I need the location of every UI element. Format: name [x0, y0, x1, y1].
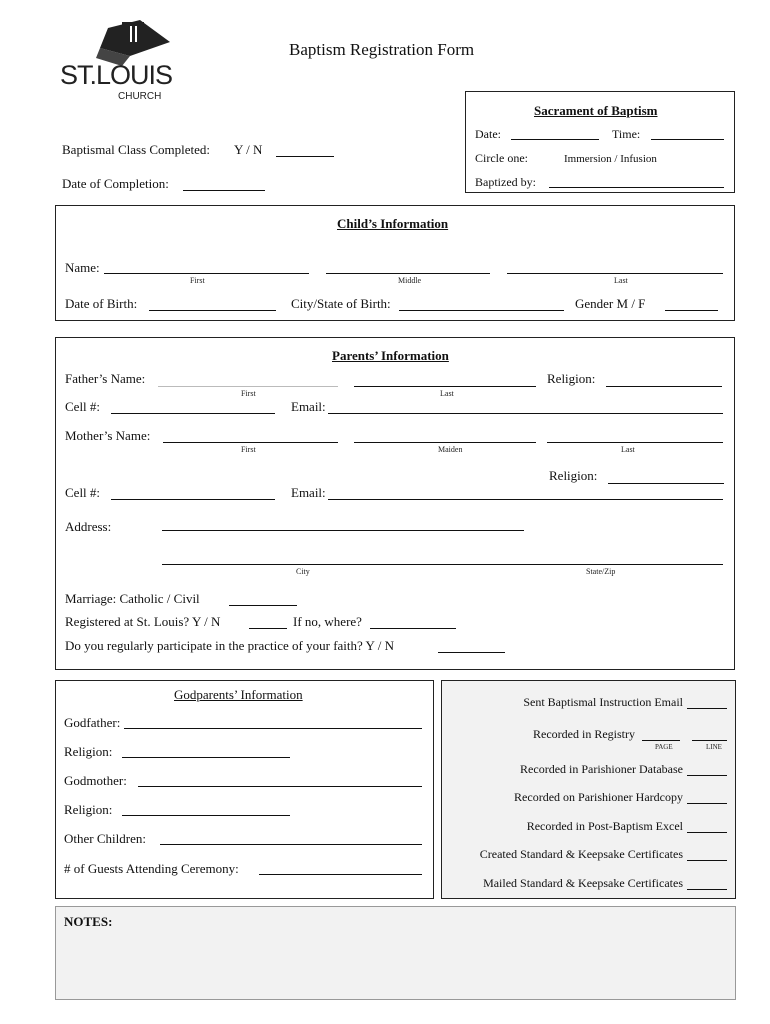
- mother-last-caption: Last: [621, 445, 635, 454]
- if-no-where-label: If no, where?: [293, 614, 362, 629]
- child-name-label: Name:: [65, 260, 100, 275]
- child-middle-caption: Middle: [398, 276, 422, 285]
- address-statezip-caption: State/Zip: [586, 567, 616, 576]
- sacrament-time-field[interactable]: [651, 139, 724, 140]
- logo-name: ST.LOUIS: [60, 60, 173, 90]
- godmother-religion-field[interactable]: [122, 815, 290, 816]
- mother-religion-label: Religion:: [549, 468, 598, 483]
- child-gender-field[interactable]: [665, 310, 718, 311]
- checklist-item-parishioner-hardcopy: Recorded on Parishioner Hardcopy: [514, 790, 683, 804]
- child-middle-name-field[interactable]: [326, 273, 490, 274]
- registered-field[interactable]: [249, 628, 287, 629]
- parents-info-box: [55, 337, 735, 670]
- godfather-label: Godfather:: [64, 715, 121, 730]
- address-street-field[interactable]: [162, 530, 524, 531]
- checklist-item-mailed-certificates: Mailed Standard & Keepsake Certificates: [483, 876, 683, 890]
- participate-label[interactable]: Do you regularly participate in the practice of your faith? Y / N: [65, 638, 394, 653]
- godfather-religion-field[interactable]: [122, 757, 290, 758]
- address-label: Address:: [65, 519, 112, 534]
- completion-date-field[interactable]: [183, 190, 265, 191]
- mother-first-caption: First: [241, 445, 256, 454]
- mother-religion-field[interactable]: [608, 483, 724, 484]
- mailed-certificates-field[interactable]: [687, 889, 727, 890]
- if-no-where-field[interactable]: [370, 628, 456, 629]
- circle-one-label: Circle one:: [475, 151, 528, 165]
- child-birthplace-field[interactable]: [399, 310, 564, 311]
- parents-info-heading: Parents’ Information: [332, 348, 449, 363]
- immersion-infusion-options[interactable]: Immersion / Infusion: [564, 153, 657, 165]
- godfather-field[interactable]: [124, 728, 422, 729]
- child-info-box: [55, 205, 735, 321]
- mother-name-label: Mother’s Name:: [65, 428, 151, 443]
- godmother-religion-label: Religion:: [64, 802, 113, 817]
- sacrament-time-label: Time:: [612, 127, 641, 141]
- father-last-name-field[interactable]: [354, 386, 536, 387]
- registered-label[interactable]: Registered at St. Louis? Y / N: [65, 614, 221, 629]
- address-city-caption: City: [296, 567, 310, 576]
- father-first-caption: First: [241, 389, 256, 398]
- checklist-item-registry: Recorded in Registry: [533, 727, 635, 741]
- created-certificates-field[interactable]: [687, 860, 727, 861]
- sacrament-date-field[interactable]: [511, 139, 599, 140]
- child-gender-label[interactable]: Gender M / F: [575, 296, 646, 311]
- child-dob-label: Date of Birth:: [65, 296, 138, 311]
- mother-first-name-field[interactable]: [163, 442, 338, 443]
- father-religion-field[interactable]: [606, 386, 722, 387]
- checklist-item-instruction-email: Sent Baptismal Instruction Email: [523, 695, 683, 709]
- father-email-field[interactable]: [328, 413, 723, 414]
- guests-label: # of Guests Attending Ceremony:: [64, 861, 239, 876]
- child-last-caption: Last: [614, 276, 628, 285]
- address-city-field[interactable]: [162, 564, 723, 565]
- registry-page-field[interactable]: [642, 740, 680, 741]
- registry-line-field[interactable]: [692, 740, 727, 741]
- class-completed-label: Baptismal Class Completed:: [62, 142, 211, 157]
- class-completed-choice[interactable]: Y / N: [234, 142, 263, 157]
- office-checklist-box: [441, 680, 736, 899]
- sacrament-box: [465, 91, 735, 193]
- other-children-field[interactable]: [160, 844, 422, 845]
- mother-maiden-name-field[interactable]: [354, 442, 536, 443]
- child-first-caption: First: [190, 276, 205, 285]
- child-last-name-field[interactable]: [507, 273, 723, 274]
- notes-label: NOTES:: [64, 914, 113, 929]
- registry-page-caption: PAGE: [655, 743, 673, 751]
- participate-field[interactable]: [438, 652, 505, 653]
- child-first-name-field[interactable]: [104, 273, 309, 274]
- post-baptism-excel-field[interactable]: [687, 832, 727, 833]
- father-cell-label: Cell #:: [65, 399, 101, 414]
- instruction-email-field[interactable]: [687, 708, 727, 709]
- mother-cell-label: Cell #:: [65, 485, 101, 500]
- father-name-label: Father’s Name:: [65, 371, 146, 386]
- mother-cell-field[interactable]: [111, 499, 275, 500]
- mother-email-field[interactable]: [328, 499, 723, 500]
- sacrament-heading: Sacrament of Baptism: [534, 103, 658, 118]
- father-last-caption: Last: [440, 389, 454, 398]
- godparents-info-box: [55, 680, 434, 899]
- mother-maiden-caption: Maiden: [438, 445, 463, 454]
- godmother-field[interactable]: [138, 786, 422, 787]
- father-first-name-field[interactable]: [158, 386, 338, 387]
- child-info-heading: Child’s Information: [337, 216, 449, 231]
- checklist-item-post-baptism-excel: Recorded in Post-Baptism Excel: [526, 819, 683, 833]
- marriage-field[interactable]: [229, 605, 297, 606]
- mother-last-name-field[interactable]: [547, 442, 723, 443]
- mother-email-label: Email:: [291, 485, 326, 500]
- parishioner-hardcopy-field[interactable]: [687, 803, 727, 804]
- godmother-label: Godmother:: [64, 773, 127, 788]
- logo-subtitle: CHURCH: [118, 91, 162, 102]
- baptized-by-field[interactable]: [549, 187, 724, 188]
- father-email-label: Email:: [291, 399, 326, 414]
- registry-line-caption: LINE: [706, 743, 722, 751]
- parishioner-database-field[interactable]: [687, 775, 727, 776]
- church-logo: [60, 18, 172, 106]
- notes-box[interactable]: [55, 906, 736, 1000]
- checklist-item-parishioner-database: Recorded in Parishioner Database: [520, 762, 683, 776]
- father-cell-field[interactable]: [111, 413, 275, 414]
- sacrament-date-label: Date:: [475, 127, 501, 141]
- godparents-info-heading: Godparents’ Information: [174, 687, 303, 702]
- child-birthplace-label: City/State of Birth:: [291, 296, 391, 311]
- checklist-item-created-certificates: Created Standard & Keepsake Certificates: [479, 847, 683, 861]
- father-religion-label: Religion:: [547, 371, 596, 386]
- godfather-religion-label: Religion:: [64, 744, 113, 759]
- other-children-label: Other Children:: [64, 831, 146, 846]
- marriage-label[interactable]: Marriage: Catholic / Civil: [65, 591, 200, 606]
- baptized-by-label: Baptized by:: [475, 175, 536, 189]
- guests-field[interactable]: [259, 874, 422, 875]
- child-dob-field[interactable]: [149, 310, 276, 311]
- completion-date-label: Date of Completion:: [62, 176, 169, 191]
- class-completed-field[interactable]: [276, 156, 334, 157]
- page-title: Baptism Registration Form: [289, 40, 475, 59]
